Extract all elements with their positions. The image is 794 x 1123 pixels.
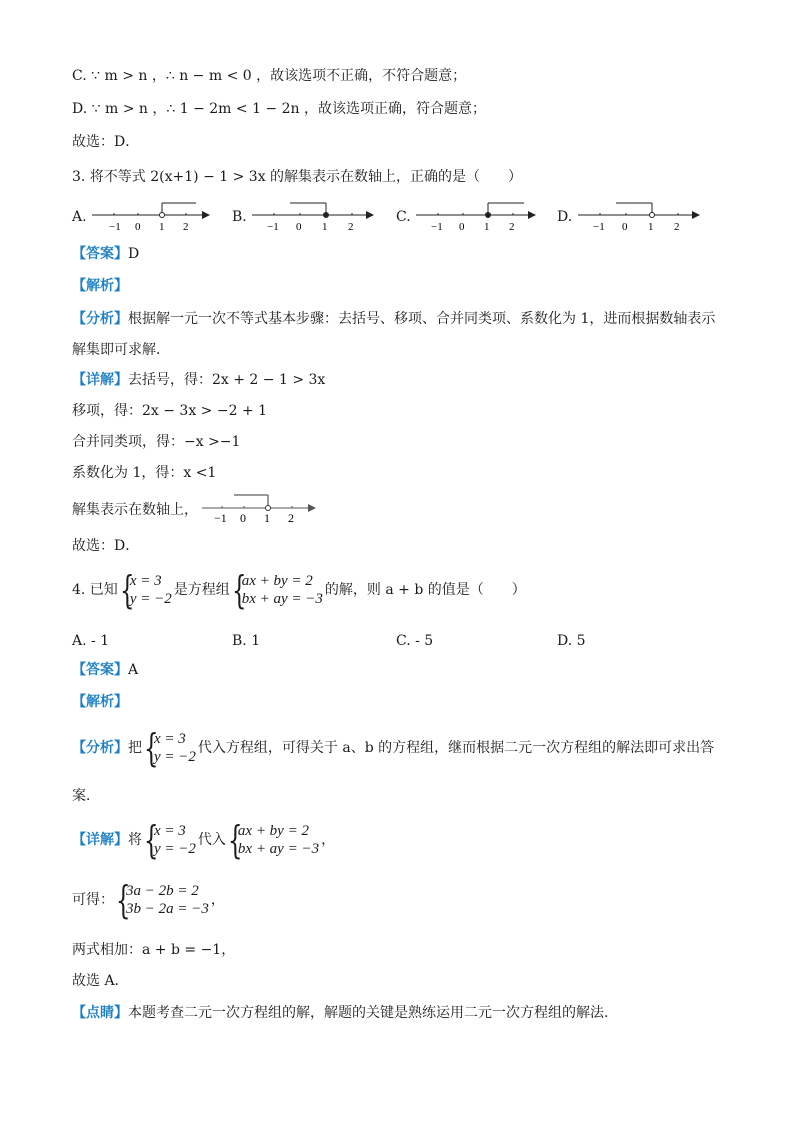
tick-label: 0: [135, 221, 141, 233]
q4-option-d: D. 5: [557, 633, 586, 649]
q3-option-d-numberline: [578, 200, 706, 234]
q3-fenxi-cont: 解集即可求解．: [72, 342, 170, 358]
tick-label: 0: [240, 511, 246, 525]
q3-option-a-numberline: [92, 200, 214, 234]
question-4-stem: 4. 已知 { x = 3 y = −2 是方程组 { ax + by = 2 bx + ay = −3 的解，则 a + b 的值是（ ）: [72, 568, 526, 612]
q3-detail-step2: 移项，得：2x − 3x > −2 + 1: [72, 403, 268, 419]
q4-option-c: C. - 5: [396, 633, 434, 649]
q3-detail-step5: 解集表示在数轴上，: [72, 502, 198, 518]
option-c-explanation: C. ∵ m > n ，∴ n − m < 0 ，故该选项不正确，不符合题意；: [72, 68, 467, 84]
q3-option-b-label: B.: [232, 209, 247, 225]
tick-label: 1: [264, 511, 270, 525]
system-xy: { x = 3 y = −2: [119, 568, 172, 612]
q3-analysis-tag: 【解析】: [72, 278, 128, 294]
q3-answer: [72, 244, 139, 264]
q3-option-a-label: A.: [72, 209, 87, 225]
system-xy: { x = 3 y = −2: [144, 726, 196, 770]
tick-label: 2: [288, 511, 294, 525]
system-ab: { 3a − 2b = 2 3b − 2a = −3: [116, 878, 209, 922]
question-3-stem: 3. 将不等式 2(x+1) − 1 > 3x 的解集表示在数轴上，正确的是（ ）: [72, 169, 523, 185]
q3-detail-step4: 系数化为 1，得：x <1: [72, 465, 217, 481]
q3-option-b-numberline: [252, 200, 380, 234]
tick-label: 0: [622, 221, 628, 233]
q4-option-b: B. 1: [232, 633, 261, 649]
tick-label: 1: [322, 221, 328, 233]
tick-label: −1: [431, 221, 443, 233]
tick-label: 1: [159, 221, 165, 233]
q4-answer: 【答案】A: [72, 662, 139, 678]
system-eq: { ax + by = 2 bx + ay = −3: [227, 818, 320, 862]
tick-label: −1: [214, 511, 227, 525]
q4-detail: 【详解】将 { x = 3 y = −2 代入 { ax + by = 2 bx + ay = −3 ，: [72, 818, 336, 862]
tick-label: −1: [109, 221, 121, 233]
answer-value: D: [128, 246, 140, 262]
q4-get: 可得： { 3a − 2b = 2 3b − 2a = −3 ，: [72, 878, 225, 922]
option-d-explanation: D. ∵ m > n ，∴ 1 − 2m < 1 − 2n ，故该选项正确，符合题意；: [72, 101, 486, 117]
q4-sum: 两式相加：a + b = −1，: [72, 942, 236, 958]
system-xy: { x = 3 y = −2: [144, 818, 196, 862]
system-eq: { ax + by = 2 bx + ay = −3: [231, 568, 323, 612]
q3-option-c-label: C.: [396, 209, 411, 225]
choose-a: 故选 A．: [72, 973, 129, 989]
tick-label: 0: [296, 221, 302, 233]
q4-option-a: A. - 1: [72, 633, 110, 649]
q4-fenxi: 【分析】把 { x = 3 y = −2 代入方程组，可得关于 a、b 的方程组，继而根据二元一次方程组的解法即可求出答: [72, 726, 715, 770]
tick-label: 2: [183, 221, 189, 233]
tick-label: −1: [593, 221, 605, 233]
q3-detail-step1: 【详解】去括号，得：2x + 2 − 1 > 3x: [72, 372, 326, 388]
tick-label: 2: [509, 221, 515, 233]
tick-label: 1: [484, 221, 490, 233]
q3-fenxi: 【分析】根据解一元一次不等式基本步骤：去括号、移项、合并同类项、系数化为 1，进而根据数轴表示: [72, 311, 716, 327]
q3-detail-step3: 合并同类项，得：−x >−1: [72, 434, 241, 450]
tick-label: 0: [459, 221, 465, 233]
q4-dianjing: 【点睛】本题考查二元一次方程组的解，解题的关键是熟练运用二元一次方程组的解法.: [72, 1005, 609, 1021]
tick-label: 2: [674, 221, 680, 233]
choose-d-1: 故选：D．: [72, 134, 140, 150]
q4-fenxi-cont: 案．: [72, 788, 100, 804]
tick-label: 2: [348, 221, 354, 233]
answer-tag: 【答案】: [72, 246, 128, 262]
tick-label: 1: [648, 221, 654, 233]
choose-d-2: 故选：D．: [72, 538, 140, 554]
q3-option-d-label: D.: [557, 209, 573, 225]
q4-analysis-tag: 【解析】: [72, 694, 128, 710]
tick-label: −1: [267, 221, 279, 233]
q3-solution-numberline: [202, 492, 322, 526]
q3-option-c-numberline: [416, 200, 542, 234]
